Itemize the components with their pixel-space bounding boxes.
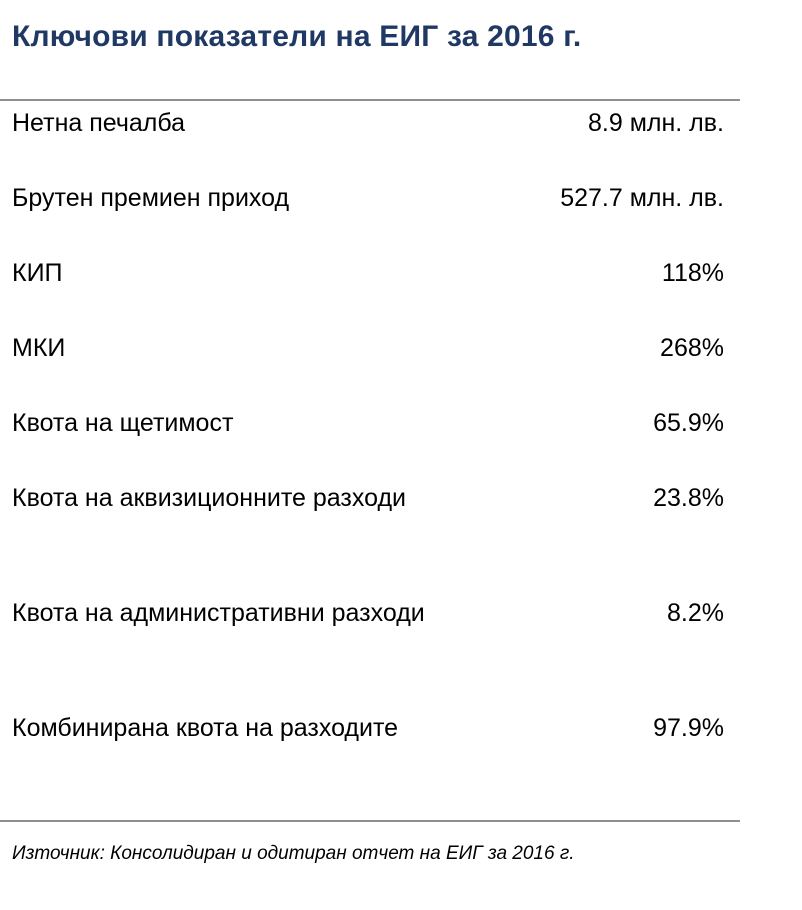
row-value: 268% (660, 334, 724, 362)
table-top-divider (0, 99, 740, 101)
row-label: Брутен премиен приход (12, 184, 290, 212)
row-label: МКИ (12, 334, 66, 362)
table-row (12, 104, 724, 179)
row-value: 118% (661, 259, 724, 287)
row-value: 97.9% (653, 714, 724, 742)
table-row (12, 179, 724, 254)
source-note: Източник: Консолидиран и одитиран отчет на ЕИГ за 2016 г. (12, 843, 575, 864)
table-row (12, 254, 724, 329)
row-label: Квота на административни разходи (12, 599, 425, 627)
row-label: Нетна печалба (12, 109, 186, 137)
row-label: Квота на щетимост (12, 409, 234, 437)
table-row (12, 709, 724, 824)
row-value: 8.9 млн. лв. (588, 109, 724, 137)
table-row (12, 329, 724, 404)
row-value: 65.9% (653, 409, 724, 437)
row-value: 23.8% (653, 484, 724, 512)
table-row (12, 404, 724, 479)
row-value: 527.7 млн. лв. (560, 184, 724, 212)
key-indicators-table (12, 104, 724, 824)
row-label: Комбинирана квота на разходите (12, 714, 399, 742)
row-value: 8.2% (667, 599, 724, 627)
row-label: КИП (12, 259, 63, 287)
table-row (12, 594, 724, 709)
table-bottom-divider (0, 820, 740, 822)
page-title: Ключови показатели на ЕИГ за 2016 г. (12, 20, 582, 53)
row-label: Квота на аквизиционните разходи (12, 484, 407, 512)
table-row (12, 479, 724, 594)
